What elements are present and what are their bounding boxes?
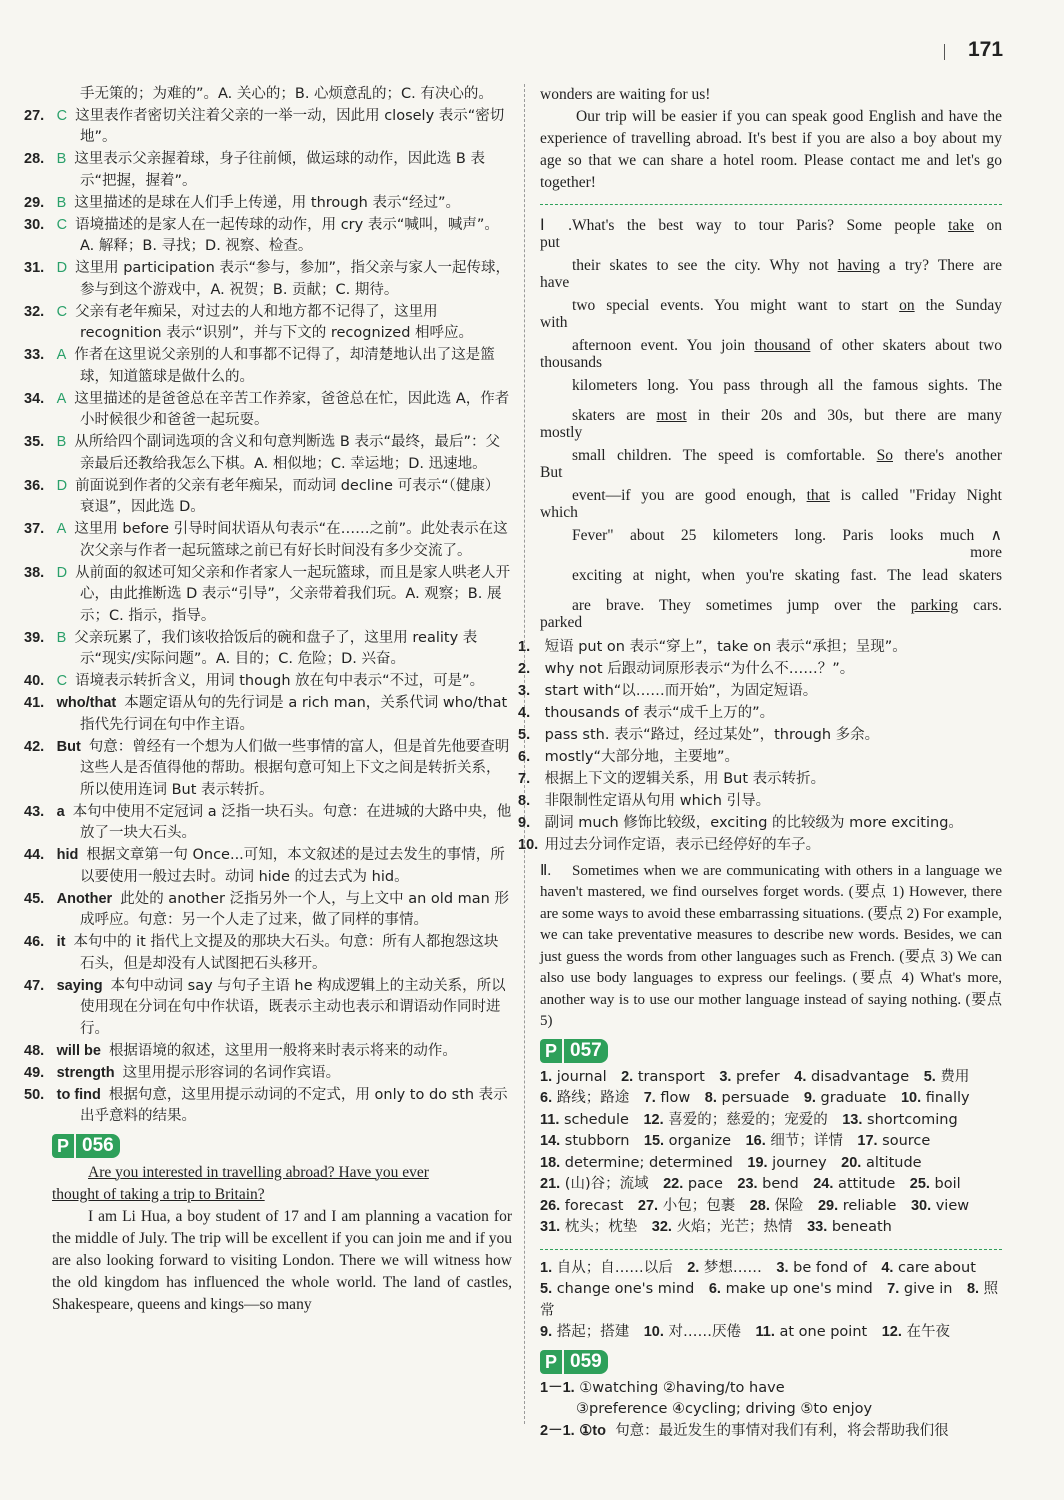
- phrase-answer: 对……厌倦: [668, 1324, 741, 1340]
- cloze-error-word: take: [948, 217, 974, 234]
- answer-key: a: [56, 803, 65, 820]
- section-2-label: Ⅱ.: [540, 862, 552, 879]
- note-text: 根据上下文的逻辑关系，用 But 表示转折。: [544, 771, 826, 787]
- answer-item: 47. saying 本句中动词 say 与句子主语 he 构成逻辑上的主动关系，所以使用现在分词在句中作状语，既表示主动也表示和谓语动作同时进行。: [24, 977, 506, 1037]
- cloze-error-word: most: [656, 407, 687, 424]
- correction-word: mostly: [540, 424, 583, 441]
- cloze-error-word: So: [876, 447, 893, 464]
- note-text: 非限制性定语从句用 which 引导。: [544, 793, 771, 809]
- phrase-number: 1.: [540, 1259, 553, 1276]
- header-separator: [944, 44, 945, 60]
- vocab-answer: 火焰；光芒；热情: [676, 1219, 793, 1235]
- cloze-error-word: thousand: [754, 337, 811, 354]
- badge-number: 059: [564, 1350, 608, 1374]
- phrase-row: [540, 1258, 1002, 1280]
- correction-word: which: [540, 504, 578, 521]
- answer-explanation: 前面说到作者的父亲有老年痴呆，而动词 decline 可表示“（健康）衰退”，因此选 D。: [75, 477, 500, 515]
- badge-number: 057: [564, 1039, 608, 1063]
- phrase-answer: 照常: [540, 1281, 999, 1319]
- phrase-answer: 梦想……: [703, 1259, 762, 1276]
- answer-key: strength: [56, 1064, 115, 1081]
- vocab-number: 28.: [749, 1197, 770, 1214]
- answer-key: C: [56, 216, 68, 233]
- cloze-block: [540, 487, 1002, 521]
- answer-key: B: [56, 151, 67, 167]
- cloze-text: exciting at night, when you're skating fast. The lead skaters: [572, 567, 1002, 584]
- note-text: pass sth. 表示“路过，经过某处”，through 多余。: [544, 727, 880, 743]
- cloze-block: [540, 337, 1002, 371]
- answer-explanation: 从前面的叙述可知父亲和作者家人一起玩篮球，而且是家人哄老人开心，由此推断选 D 表示“引导”，父亲带着我们玩。A. 观察；B. 展示；C. 指示，指导。: [75, 564, 511, 624]
- vocab-number: 13.: [842, 1111, 863, 1128]
- vocab-number: 14.: [540, 1133, 561, 1149]
- correction-word: [540, 585, 1002, 591]
- section-badge-057: [540, 1039, 1002, 1063]
- note-text: mostly“大部分地，主要地”。: [544, 749, 739, 765]
- answer-item: 34. A 这里描述的是爸爸总在辛苦工作养家，爸爸总在忙，因此选 A，作者小时候很少和爸爸一起玩耍。: [24, 390, 510, 428]
- vocab-number: 3.: [719, 1068, 732, 1085]
- vocab-answer: 保险: [774, 1197, 804, 1214]
- answer-key: Another: [56, 890, 113, 907]
- phrase-number: 9.: [540, 1324, 553, 1340]
- vocab-number: 8.: [704, 1090, 717, 1106]
- vocab-number: 22.: [663, 1176, 684, 1192]
- vocab-number: 11.: [540, 1111, 560, 1128]
- note-item: 4. thousands of 表示“成千上万的”。: [518, 705, 775, 721]
- answer-explanation: 这里用提示形容词的名词作宾语。: [122, 1064, 341, 1081]
- answer-list: [24, 106, 512, 1128]
- phrase-answer: 搭起；搭建: [556, 1324, 630, 1340]
- vocab-row: [540, 1153, 1002, 1175]
- phrase-number: 6.: [708, 1281, 721, 1297]
- note-text: thousands of 表示“成千上万的”。: [544, 705, 775, 721]
- answer-item: 29. B 这里描述的是球在人们手上传递，用 through 表示“经过”。: [24, 194, 460, 211]
- cloze-block: [540, 447, 1002, 481]
- answer-explanation: 这里表示父亲握着球，身子往前倾，做运球的动作，因此选 B 表示“把握，握着”。: [74, 151, 485, 189]
- answer-key: C: [56, 303, 68, 320]
- phrase-number: 7.: [887, 1281, 900, 1297]
- answer-explanation: 这里表作者密切关注着父亲的一举一动，因此用 closely 表示“密切地”。: [75, 107, 505, 145]
- vocab-number: 23.: [737, 1176, 758, 1192]
- answer-item: 46. it 本句中的 it 指代上文提及的那块大石头。句意：所有人都抱怨这块石头，但是却没有人试图把石头移开。: [24, 934, 499, 972]
- vocab-answer: determine; determined: [564, 1154, 733, 1171]
- section-badge-056: [52, 1134, 512, 1158]
- p-icon: P: [540, 1350, 562, 1374]
- answer-key: C: [56, 673, 68, 689]
- cloze-text: their skates to see the city. Why not: [572, 257, 838, 274]
- note-item: 10. 用过去分词作定语，表示已经停好的车子。: [518, 837, 821, 853]
- cloze-line: [572, 407, 1002, 425]
- note-item: 3. start with“以……而开始”，为固定短语。: [518, 683, 818, 699]
- answer-059-line-1: 1－1. ①watching ②having/to have: [540, 1379, 785, 1396]
- vocab-answer: boil: [934, 1176, 961, 1192]
- phrase-answer: change one's mind: [556, 1281, 695, 1297]
- answer-explanation: 句意：曾经有一个想为人们做一些事情的富人，但是首先他要查明这些人是否值得他的帮助。根据句意可知上下文之间是转折关系，所以使用连词 But 表示转折。: [80, 738, 510, 798]
- vocab-number: 27.: [637, 1197, 659, 1214]
- answer-item: 38. D 从前面的叙述可知父亲和作者家人一起玩篮球，而且是家人哄老人开心，由此推断选 D 表示“引导”，父亲带着我们玩。A. 观察；B. 展示；C. 指示，指导。: [24, 564, 511, 624]
- cloze-line: [572, 447, 1002, 465]
- phrase-number: 4.: [881, 1259, 894, 1276]
- answer-explanation: 此处的 another 泛指另外一个人，与上文中 an old man 形成呼应。句意：另一个人走了过来，做了同样的事情。: [80, 890, 509, 928]
- cloze-text: on: [974, 217, 1003, 234]
- vocab-answer: 费用: [940, 1068, 970, 1085]
- answer-item: 50. to find 根据句意，这里用提示动词的不定式，用 only to do sth 表示出乎意料的结果。: [24, 1086, 508, 1124]
- cloze-line: [572, 257, 1002, 275]
- cloze-line: [572, 527, 1002, 545]
- vocab-answer: journey: [772, 1154, 827, 1171]
- phrase-answer: give in: [903, 1281, 953, 1297]
- vocab-number: 2.: [621, 1068, 634, 1085]
- vocab-answer: stubborn: [564, 1133, 630, 1149]
- vocab-answer: disadvantage: [810, 1068, 910, 1085]
- cloze-text: of other skaters about two: [810, 337, 1002, 354]
- answer-item: 49. strength 这里用提示形容词的名词作宾语。: [24, 1064, 341, 1081]
- vocab-answer: 枕头；枕垫: [564, 1219, 638, 1235]
- phrase-number: 11.: [755, 1324, 775, 1340]
- cloze-text: are brave. They sometimes jump over the: [572, 597, 911, 614]
- vocab-number: 15.: [643, 1133, 665, 1149]
- phrase-answer: care about: [898, 1259, 976, 1276]
- vocab-number: 4.: [794, 1068, 807, 1085]
- vocab-answer: 路线；路途: [556, 1090, 630, 1106]
- vocab-number: 18.: [540, 1154, 561, 1171]
- answer-explanation: 这里描述的是球在人们手上传递，用 through 表示“经过”。: [74, 194, 460, 211]
- answer-explanation: 父亲有老年痴呆，对过去的人和地方都不记得了，这里用 recognition 表示“识别”，并与下文的 recognized 相呼应。: [75, 303, 474, 341]
- vocab-row: [540, 1110, 1002, 1132]
- answer-key: B: [56, 194, 67, 211]
- error-correction-passage: [540, 217, 1002, 631]
- answer-key: D: [56, 477, 68, 494]
- vocab-number: 20.: [841, 1154, 862, 1171]
- answer-explanation: 本句中动词 say 与句子主语 he 构成逻辑上的主动关系，所以使用现在分词在句中作状语，既表示主动也表示和谓语动作同时进行。: [80, 977, 506, 1037]
- cloze-error-word: that: [806, 487, 830, 504]
- answer-item: 27. C 这里表作者密切关注着父亲的一举一动，因此用 closely 表示“密切地”。: [24, 107, 505, 145]
- cloze-block: [540, 567, 1002, 591]
- vocab-row: [540, 1131, 1002, 1153]
- cloze-line: [572, 337, 1002, 355]
- cloze-text: What's the best way to tour Paris? Some people: [572, 217, 949, 234]
- answer-key: A: [56, 347, 67, 363]
- page-number: 171: [968, 38, 1004, 61]
- cloze-text: there's another: [893, 447, 1003, 464]
- note-item: 1. 短语 put on 表示“穿上”，take on 表示“承担；呈现”。: [518, 639, 907, 655]
- vocab-number: 17.: [857, 1133, 878, 1149]
- answer-key: C: [56, 107, 68, 124]
- vocab-answer: persuade: [721, 1090, 790, 1106]
- answer-key: it: [56, 934, 66, 950]
- phrase-row: [540, 1322, 1002, 1344]
- vocab-number: 24.: [813, 1176, 834, 1192]
- vocab-answer: reliable: [842, 1197, 897, 1214]
- answer-explanation: 作者在这里说父亲别的人和事都不记得了，却清楚地认出了这是篮球，知道篮球是做什么的。: [74, 347, 495, 385]
- answer-key: saying: [56, 977, 103, 994]
- section-2-passage: Ⅱ. Sometimes when we are communicating with others in a language we haven't mastered, we find ourselves forget words. (要点 1) However, there are some ways to avoid these embarrassing situations. (要点 2) For example, we can take preventative measures to describe new words. Besides, we can just guess the words from other languages such as French. (要点 3) We can also use body languages to express our feelings. (要点 4) What's more, another way is to use our mother language instead of saying nothing. (要点 5): [540, 862, 1002, 1029]
- answer-key: who/that: [56, 695, 117, 711]
- correction-word: with: [540, 314, 568, 331]
- cloze-text: skaters are: [572, 407, 657, 424]
- cloze-block: [540, 297, 1002, 331]
- answer-item: 42. But 句意：曾经有一个想为人们做一些事情的富人，但是首先他要查明这些人是否值得他的帮助。根据句意可知上下文之间是转折关系，所以使用连词 But 表示转折。: [24, 738, 510, 798]
- p-icon: P: [540, 1039, 562, 1063]
- note-item: 5. pass sth. 表示“路过，经过某处”，through 多余。: [518, 727, 880, 743]
- answer-059-line-2: ③preference ④cycling; driving ⑤to enjoy: [576, 1401, 873, 1417]
- answer-explanation: 根据语境的叙述，这里用一般将来时表示将来的动作。: [108, 1042, 457, 1059]
- answer-item: 37. A 这里用 before 引导时间状语从句表示“在……之前”。此处表示在这次父亲与作者一起玩篮球之前已有好长时间没有多少交流了。: [24, 521, 508, 559]
- phrase-number: 10.: [643, 1324, 664, 1340]
- vocab-answer: organize: [668, 1133, 732, 1149]
- answer-explanation: 根据句意，这里用提示动词的不定式，用 only to do sth 表示出乎意料的结果。: [80, 1086, 508, 1124]
- note-text: why not 后跟动词原形表示“为什么不……？”。: [544, 661, 855, 677]
- vocab-row: [540, 1067, 1002, 1089]
- cloze-line: [572, 377, 1002, 395]
- answer-key: A: [56, 521, 67, 537]
- vocab-number: 29.: [817, 1197, 839, 1214]
- essay-title-line-1: Are you interested in travelling abroad? Have you ever: [88, 1163, 429, 1181]
- note-text: 短语 put on 表示“穿上”，take on 表示“承担；呈现”。: [544, 639, 907, 655]
- answer-item: 31. D 这里用 participation 表示“参与，参加”，指父亲与家人一起传球，参与到这个游戏中，A. 祝贺；B. 贡献；C. 期待。: [24, 260, 510, 298]
- vocab-answer: 喜爱的；慈爱的；宠爱的: [668, 1111, 828, 1128]
- vocab-answer: 细节；详情: [770, 1133, 843, 1149]
- vocab-number: 21.: [540, 1176, 561, 1192]
- dashed-divider: [540, 1249, 1002, 1250]
- vocab-row: [540, 1174, 1002, 1196]
- cloze-line: [540, 217, 1002, 235]
- cloze-text: cars.: [958, 597, 1002, 614]
- vocab-number: 25.: [909, 1176, 930, 1192]
- vocab-answer: source: [882, 1133, 931, 1149]
- vocab-answer: forecast: [564, 1197, 624, 1214]
- correction-notes: [518, 637, 1002, 857]
- cloze-error-word: having: [837, 257, 880, 274]
- cloze-text: small children. The speed is comfortable.: [572, 447, 877, 464]
- vocab-row: [540, 1088, 1002, 1110]
- answer-explanation: 语境描述的是家人在一起传球的动作，用 cry 表示“喊叫，喊声”。A. 解释；B. 寻找；D. 视察、检查。: [75, 216, 499, 254]
- vocab-number: 32.: [651, 1219, 672, 1235]
- vocab-answer: altitude: [865, 1154, 922, 1171]
- answer-explanation: 这里描述的是爸爸总在辛苦工作养家，爸爸总在忙，因此选 A，作者小时候很少和爸爸一起玩耍。: [74, 390, 510, 428]
- answer-item: 43. a 本句中使用不定冠词 a 泛指一块石头。句意：在进城的大路中央，他放了一块大石头。: [24, 803, 512, 841]
- vocab-answers-057: [540, 1067, 1002, 1239]
- answer-key: B: [56, 629, 67, 646]
- continued-line: 手无策的；为难的”。A. 关心的；B. 心烦意乱的；C. 有决心的。: [80, 86, 493, 102]
- essay-continued: wonders are waiting for us!: [540, 86, 711, 103]
- note-item: 8. 非限制性定语从句用 which 引导。: [518, 793, 771, 809]
- answer-explanation: 父亲玩累了，我们该收拾饭后的碗和盘子了，这里用 reality 表示“现实/实际问题”。A. 目的；C. 危险；D. 兴奋。: [74, 629, 478, 667]
- correction-word: But: [540, 464, 563, 481]
- answer-key: D: [56, 564, 68, 581]
- cloze-text: afternoon event. You join: [572, 337, 755, 354]
- cloze-block: [540, 527, 1002, 561]
- cloze-text: in their 20s and 30s, but there are many: [686, 407, 1002, 424]
- cloze-text: Fever" about 25 kilometers long. Paris looks much ∧: [572, 527, 1002, 544]
- vocab-answer: shortcoming: [867, 1111, 958, 1128]
- phrase-row: [540, 1279, 1002, 1322]
- vocab-number: 9.: [803, 1090, 816, 1106]
- vocab-answer: finally: [925, 1090, 970, 1106]
- note-item: 2. why not 后跟动词原形表示“为什么不……？”。: [518, 661, 855, 677]
- vocab-answer: (山)谷；流域: [564, 1176, 649, 1192]
- vocab-row: [540, 1196, 1002, 1218]
- phrase-number: 3.: [776, 1259, 789, 1276]
- vocab-answer: bend: [762, 1176, 799, 1192]
- vocab-answer: 小包；包裹: [662, 1197, 736, 1214]
- phrase-number: 12.: [881, 1324, 902, 1340]
- vocab-row: [540, 1217, 1002, 1239]
- phrase-answer: make up one's mind: [725, 1281, 873, 1297]
- correction-word: put: [540, 234, 560, 251]
- cloze-text: is called "Friday Night: [829, 487, 1002, 504]
- note-item: 6. mostly“大部分地，主要地”。: [518, 749, 739, 765]
- vocab-answer: beneath: [831, 1219, 892, 1235]
- vocab-answer: transport: [637, 1068, 705, 1085]
- vocab-answer: flow: [660, 1090, 691, 1106]
- cloze-line: [572, 597, 1002, 615]
- vocab-number: 12.: [643, 1111, 664, 1128]
- cloze-error-word: parking: [910, 597, 959, 614]
- answer-item: 35. B 从所给四个副词选项的含义和句意判断选 B 表示“最终，最后”：父亲最后还教给我怎么下棋。A. 相似地；C. 幸运地；D. 迅速地。: [24, 434, 500, 472]
- phrase-number: 8.: [966, 1281, 980, 1297]
- answer-explanation: 本句中使用不定冠词 a 泛指一块石头。句意：在进城的大路中央，他放了一块大石头。: [72, 803, 512, 841]
- answer-explanation: 本句中的 it 指代上文提及的那块大石头。句意：所有人都抱怨这块石头，但是却没有人试图把石头移开。: [73, 934, 499, 972]
- answer-item: 44. hid 根据文章第一句 Once...可知，本文叙述的是过去发生的事情，所以要使用一般过去时。动词 hide 的过去式为 hid。: [24, 847, 505, 885]
- p-icon: P: [52, 1134, 74, 1158]
- section-1-label: Ⅰ.: [540, 217, 572, 234]
- answer-explanation: 根据文章第一句 Once...可知，本文叙述的是过去发生的事情，所以要使用一般过去时。动词 hide 的过去式为 hid。: [80, 847, 505, 885]
- answer-item: 41. who/that 本题定语从句的先行词是 a rich man，关系代词 who/that 指代先行词在句中作主语。: [24, 695, 508, 733]
- right-column: [518, 84, 1003, 1442]
- vocab-number: 1.: [540, 1068, 553, 1085]
- correction-word: thousands: [540, 354, 602, 371]
- answer-item: 40. C 语境表示转折含义，用词 though 放在句中表示“不过，可是”。: [24, 673, 485, 689]
- answer-explanation: 从所给四个副词选项的含义和句意判断选 B 表示“最终，最后”：父亲最后还教给我怎么下棋。A. 相似地；C. 幸运地；D. 迅速地。: [74, 434, 500, 472]
- note-item: 9. 副词 much 修饰比较级，exciting 的比较级为 more exciting。: [518, 815, 963, 831]
- answer-key: D: [56, 260, 68, 276]
- left-column: [24, 84, 512, 1316]
- note-item: 7. 根据上下文的逻辑关系，用 But 表示转折。: [518, 771, 826, 787]
- cloze-block: [540, 377, 1002, 401]
- cloze-text: a try? There are: [879, 257, 1002, 274]
- answer-item: 45. Another 此处的 another 泛指另外一个人，与上文中 an old man 形成呼应。句意：另一个人走了过来，做了同样的事情。: [24, 890, 509, 928]
- note-text: 用过去分词作定语，表示已经停好的车子。: [544, 837, 821, 853]
- cloze-text: kilometers long. You pass through all the famous sights. The: [572, 377, 1002, 394]
- vocab-number: 16.: [745, 1133, 766, 1149]
- note-text: 副词 much 修饰比较级，exciting 的比较级为 more exciting。: [544, 815, 963, 831]
- phrase-number: 2.: [687, 1259, 700, 1276]
- note-text: start with“以……而开始”，为固定短语。: [544, 683, 818, 699]
- essay-paragraph: I am Li Hua, a boy student of 17 and I am planning a vacation for the middle of July. The trip will be excellent if you can join me and if you are also looking forward to visiting London. There we will witness how the old kingdom has influenced the whole world. The land of castles, Shakespeare, queens and kings—so many: [52, 1207, 512, 1313]
- answer-item: 48. will be 根据语境的叙述，这里用一般将来时表示将来的动作。: [24, 1042, 457, 1059]
- answer-item: 30. C 语境描述的是家人在一起传球的动作，用 cry 表示“喊叫，喊声”。A. 解释；B. 寻找；D. 视察、检查。: [24, 216, 499, 254]
- phrase-answer: be fond of: [793, 1259, 867, 1276]
- badge-number: 056: [76, 1134, 120, 1158]
- vocab-answer: view: [935, 1197, 970, 1214]
- cloze-block: [540, 407, 1002, 441]
- cloze-block: [540, 597, 1002, 631]
- vocab-number: 33.: [807, 1219, 828, 1235]
- answer-key: B: [56, 434, 67, 450]
- phrase-answers: [540, 1258, 1002, 1344]
- vocab-answer: pace: [687, 1176, 723, 1192]
- essay-title-line-2: thought of taking a trip to Britain?: [52, 1185, 265, 1203]
- answer-key: But: [56, 738, 81, 755]
- cloze-text: two special events. You might want to start: [572, 297, 900, 314]
- answer-item: 33. A 作者在这里说父亲别的人和事都不记得了，却清楚地认出了这是篮球，知道篮球是做什么的。: [24, 347, 495, 385]
- cloze-line: [572, 567, 1002, 585]
- phrase-number: 5.: [540, 1281, 553, 1297]
- cloze-text: event—if you are good enough,: [572, 487, 807, 504]
- answer-explanation: 本题定语从句的先行词是 a rich man，关系代词 who/that 指代先行词在句中作主语。: [80, 695, 508, 733]
- vocab-number: 7.: [643, 1090, 656, 1106]
- essay-paragraph-2: Our trip will be easier if you can speak good English and have the experience of travelling abroad. It's best if you are also a boy about my age so that we can share a hotel room. Please contact me and let's go together!: [540, 108, 1002, 191]
- vocab-number: 31.: [540, 1219, 561, 1235]
- cloze-text: the Sunday: [914, 297, 1002, 314]
- correction-word: parked: [540, 614, 583, 631]
- answer-explanation: 语境表示转折含义，用词 though 放在句中表示“不过，可是”。: [75, 673, 485, 689]
- correction-word: more: [970, 544, 1002, 561]
- vocab-number: 10.: [900, 1090, 922, 1106]
- phrase-answer: at one point: [779, 1324, 868, 1340]
- answer-item: 36. D 前面说到作者的父亲有老年痴呆，而动词 decline 可表示“（健康）衰退”，因此选 D。: [24, 477, 500, 515]
- answer-key: to find: [56, 1086, 101, 1103]
- vocab-number: 6.: [540, 1090, 553, 1106]
- answer-item: 39. B 父亲玩累了，我们该收拾饭后的碗和盘子了，这里用 reality 表示“现实/实际问题”。A. 目的；C. 危险；D. 兴奋。: [24, 629, 478, 667]
- vocab-number: 30.: [910, 1197, 932, 1214]
- vocab-answer: graduate: [820, 1090, 887, 1106]
- vocab-number: 5.: [923, 1068, 936, 1085]
- section-badge-059: [540, 1350, 1002, 1374]
- cloze-block: [540, 257, 1002, 291]
- vocab-answer: attitude: [837, 1176, 896, 1192]
- answer-explanation: 这里用 before 引导时间状语从句表示“在……之前”。此处表示在这次父亲与作者一起玩篮球之前已有好长时间没有多少交流了。: [74, 521, 508, 559]
- answer-key: hid: [56, 847, 79, 863]
- vocab-answer: schedule: [563, 1111, 629, 1128]
- answer-key: will be: [56, 1042, 101, 1059]
- dashed-divider: [540, 204, 1002, 205]
- phrase-answer: 自从；自……以后: [556, 1259, 673, 1276]
- cloze-line: [572, 297, 1002, 315]
- answer-item: 32. C 父亲有老年痴呆，对过去的人和地方都不记得了，这里用 recognition 表示“识别”，并与下文的 recognized 相呼应。: [24, 303, 474, 341]
- vocab-number: 19.: [747, 1154, 768, 1171]
- correction-word: have: [540, 274, 570, 291]
- vocab-answer: journal: [556, 1068, 607, 1085]
- answer-item: 28. B 这里表示父亲握着球，身子往前倾，做运球的动作，因此选 B 表示“把握，握着”。: [24, 151, 485, 189]
- cloze-block: [540, 217, 1002, 251]
- phrase-answer: 在午夜: [906, 1324, 950, 1340]
- answer-059-line-3: 2－1. ①to 句意：最近发生的事情对我们有利，将会帮助我们很: [540, 1422, 949, 1439]
- answer-explanation: 这里用 participation 表示“参与，参加”，指父亲与家人一起传球，参与到这个游戏中，A. 祝贺；B. 贡献；C. 期待。: [75, 260, 510, 298]
- cloze-error-word: on: [899, 297, 915, 314]
- vocab-answer: prefer: [736, 1068, 780, 1085]
- correction-word: [540, 395, 1002, 401]
- cloze-line: [572, 487, 1002, 505]
- answer-key: A: [56, 390, 67, 407]
- vocab-number: 26.: [540, 1197, 561, 1214]
